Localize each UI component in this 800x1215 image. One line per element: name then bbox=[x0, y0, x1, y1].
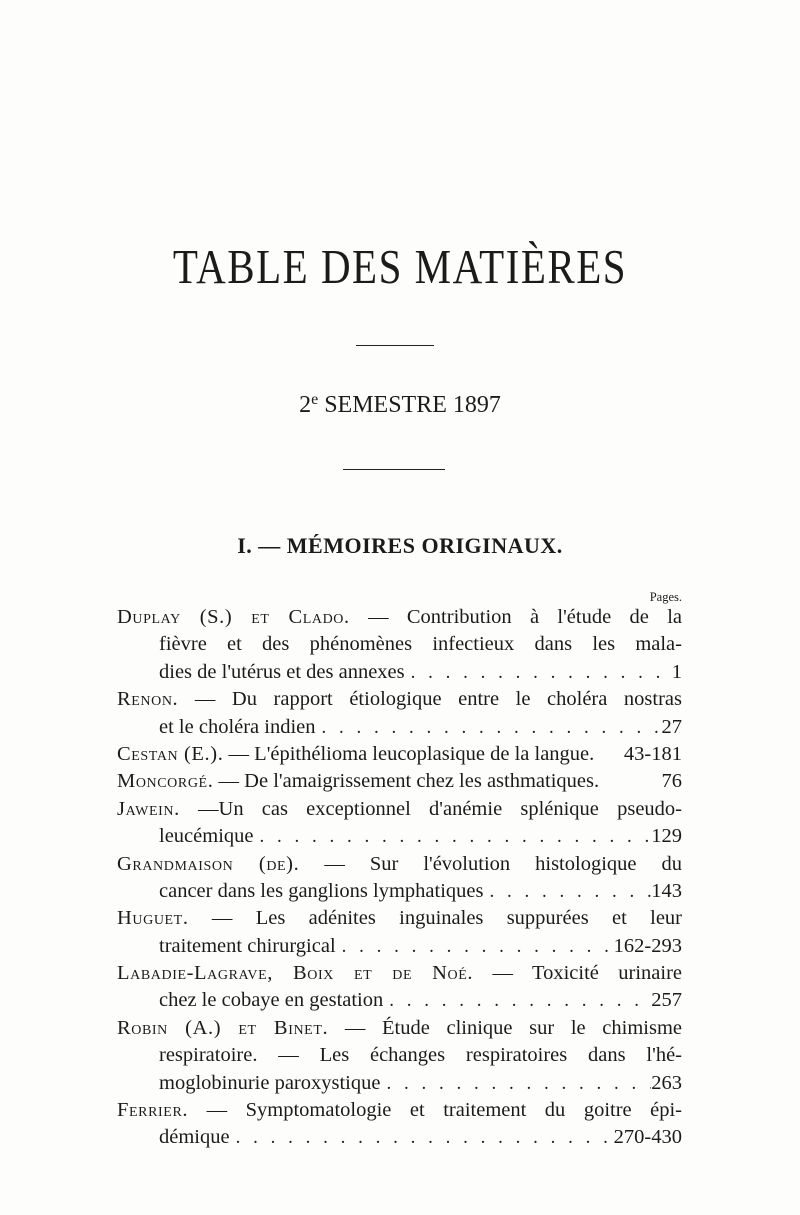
toc-entry-last-line bbox=[117, 933, 682, 960]
toc-entry-title-end: traitement chirurgical bbox=[159, 934, 336, 957]
toc-entry-title: — Du rapport étiologique entre le choléra nostras bbox=[194, 688, 682, 711]
toc-entry-page: 1 bbox=[671, 660, 682, 683]
toc-entry-title-end: dies de l'utérus et des annexes bbox=[159, 660, 405, 683]
toc-entry-title-end: chez le cobaye en gestation bbox=[159, 989, 384, 1012]
toc-entry bbox=[117, 1015, 682, 1097]
section-heading: I. — MÉMOIRES ORIGINAUX. bbox=[237, 533, 563, 558]
toc-entry bbox=[117, 1097, 682, 1152]
dot-leader bbox=[405, 659, 672, 686]
toc-entry-title: — Sur l'évolution histologique du bbox=[324, 852, 682, 875]
dot-leader bbox=[336, 933, 614, 960]
toc-entry-last-line bbox=[117, 1124, 682, 1151]
toc-entry-first-line bbox=[117, 741, 682, 768]
toc-entry-authors: Renon. bbox=[117, 688, 179, 711]
toc-entry-first-line bbox=[117, 960, 682, 987]
toc-entry-page: 257 bbox=[651, 989, 682, 1012]
toc-entry-authors: Cestan (E.). bbox=[117, 742, 224, 765]
toc-entry-page: 76 bbox=[661, 770, 682, 793]
toc-entry-first-line bbox=[117, 768, 682, 795]
pages-column-label: Pages. bbox=[649, 590, 682, 604]
toc-entry bbox=[117, 796, 682, 851]
semester-heading bbox=[0, 392, 800, 419]
toc-entry-page: 27 bbox=[661, 715, 682, 738]
toc-entry-authors: Grandmaison (de). bbox=[117, 852, 300, 875]
toc-entry-page: 162-293 bbox=[613, 934, 682, 957]
toc-entry-first-line bbox=[117, 686, 682, 713]
semester-ordinal: e bbox=[311, 391, 319, 408]
toc-entry-title: — Contribution à l'étude de la bbox=[368, 606, 682, 628]
toc-entry-first-line bbox=[117, 796, 682, 823]
toc-entry-title-end: leucémique bbox=[159, 825, 254, 848]
dot-leader bbox=[383, 987, 651, 1014]
toc-entry bbox=[117, 851, 682, 906]
toc-entry-first-line bbox=[117, 1097, 682, 1124]
toc-entry bbox=[117, 604, 682, 686]
toc-entry-title: — L'épithélioma leucoplasique de la langue. bbox=[228, 742, 595, 765]
toc-entry-last-line bbox=[117, 1070, 682, 1097]
toc-entry-title: — Les adénites inguinales suppurées et leur bbox=[211, 907, 682, 930]
dot-leader bbox=[230, 1124, 614, 1151]
toc-entry-title: — De l'amaigrissement chez les asthmatiques. bbox=[218, 770, 600, 793]
divider-rule bbox=[356, 345, 434, 346]
toc-entry-first-line bbox=[117, 604, 682, 631]
toc-entry-page: 43-181 bbox=[623, 742, 682, 765]
semester-label: SEMESTRE 1897 bbox=[324, 392, 501, 418]
toc-entry-first-line bbox=[117, 1015, 682, 1042]
toc-entry-authors: Moncorgé. bbox=[117, 770, 214, 793]
toc-entry-title-end: démique bbox=[159, 1126, 230, 1149]
toc-entry-first-line bbox=[117, 905, 682, 932]
dot-leader bbox=[380, 1070, 651, 1097]
toc-entry-first-line bbox=[117, 851, 682, 878]
toc-entry-title: — Étude clinique sur le chimisme bbox=[344, 1016, 682, 1039]
toc-entry-last-line bbox=[117, 823, 682, 850]
toc-entry-authors: Jawein. bbox=[117, 797, 180, 820]
toc-entry-title: — Symptomatologie et traitement du goitre épi- bbox=[206, 1099, 683, 1122]
toc-entry bbox=[117, 686, 682, 741]
toc-entry-page: 263 bbox=[651, 1071, 682, 1094]
toc-entry-continuation: fièvre et des phénomènes infectieux dans les mala- bbox=[159, 633, 682, 656]
toc-entry-last-line bbox=[117, 878, 682, 905]
page-title: TABLE DES MATIÈRES bbox=[172, 239, 628, 294]
toc-entry-authors: Ferrier. bbox=[117, 1099, 189, 1122]
divider-rule bbox=[343, 469, 445, 470]
toc-entry-title-end: moglobinurie paroxystique bbox=[159, 1071, 381, 1094]
toc-entry-page: 129 bbox=[651, 825, 682, 848]
toc-entry-authors: Duplay (S.) et Clado. bbox=[117, 606, 350, 628]
toc-entry bbox=[117, 741, 682, 768]
toc-entry-last-line bbox=[117, 714, 682, 741]
toc-entry-authors: Huguet. bbox=[117, 907, 189, 930]
toc-entry-continuation: respiratoire. — Les échanges respiratoires dans l'hé- bbox=[159, 1044, 682, 1067]
semester-number: 2 bbox=[299, 392, 312, 418]
toc-entry bbox=[117, 960, 682, 1015]
toc-entry-title-end: cancer dans les ganglions lymphatiques bbox=[159, 879, 484, 902]
toc-entry-page: 143 bbox=[651, 879, 682, 902]
toc-entries bbox=[117, 604, 682, 1152]
toc-entry bbox=[117, 905, 682, 960]
dot-leader bbox=[484, 878, 652, 905]
toc-entry-title: — Toxicité urinaire bbox=[492, 962, 682, 985]
toc-entry-title-end: et le choléra indien bbox=[159, 715, 316, 738]
toc-entry bbox=[117, 768, 682, 795]
toc-entry-page: 270-430 bbox=[613, 1126, 682, 1149]
dot-leader bbox=[253, 823, 651, 850]
toc-entry-authors: Labadie-Lagrave, Boix et de Noé. bbox=[117, 962, 474, 985]
toc-entry-last-line bbox=[117, 987, 682, 1014]
toc-entry-title: —Un cas exceptionnel d'anémie splénique pseudo- bbox=[198, 797, 682, 820]
toc-entry-last-line bbox=[117, 659, 682, 686]
dot-leader bbox=[316, 714, 662, 741]
toc-entry-authors: Robin (A.) et Binet. bbox=[117, 1016, 329, 1039]
